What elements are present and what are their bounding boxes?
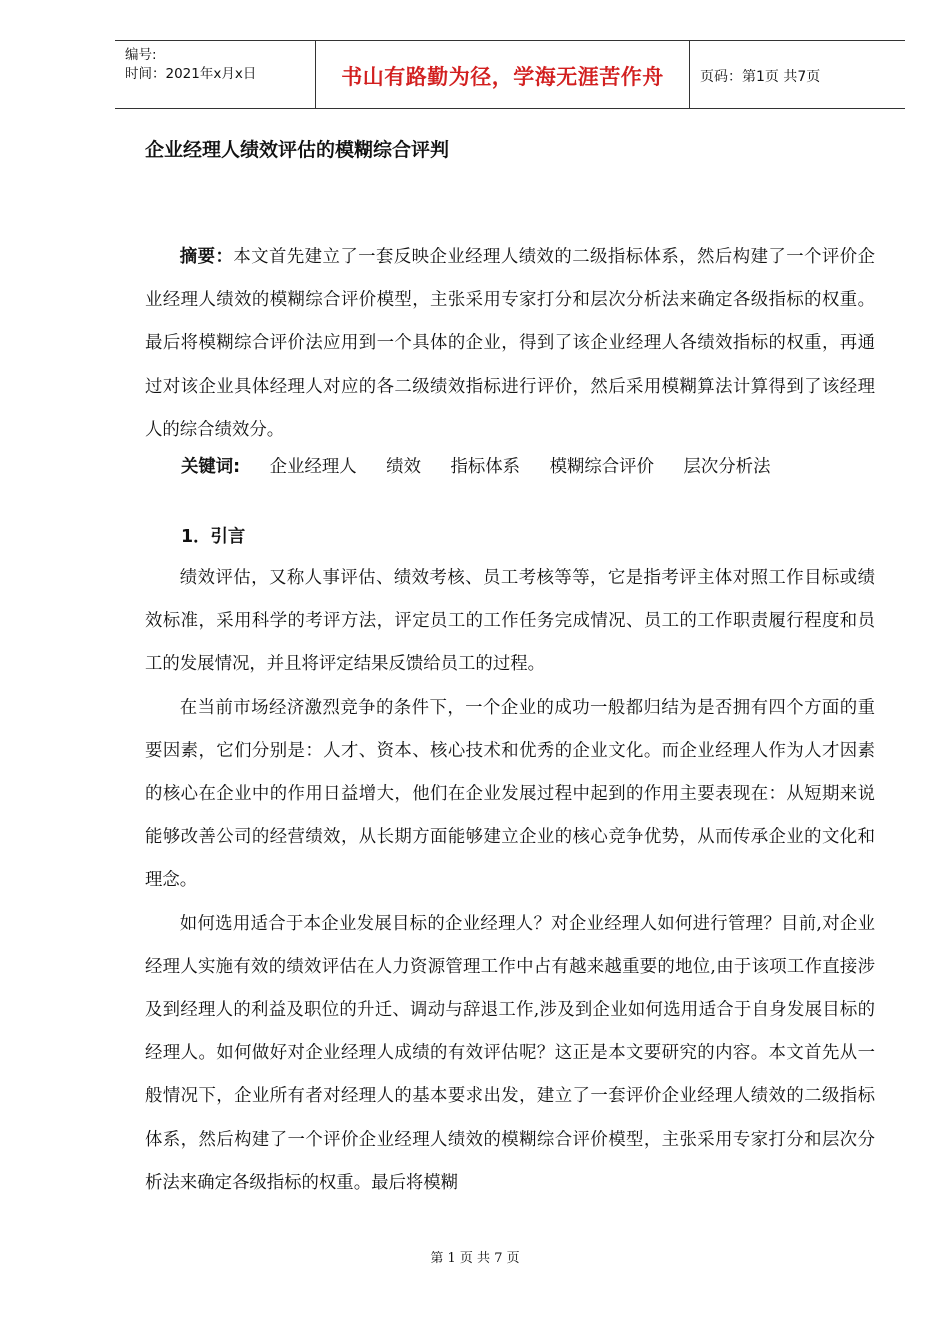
- body-paragraph: 绩效评估，又称人事评估、绩效考核、员工考核等等，它是指考评主体对照工作目标或绩效标准，采用科学的考评方法，评定员工的工作任务完成情况、员工的工作职责履行程度和员工的发展情况，并且将评定结果反馈给员工的过程。: [145, 568, 875, 675]
- page-footer: 第 1 页 共 7 页: [430, 1251, 520, 1266]
- keywords-line: [181, 452, 794, 482]
- abstract-label: 摘要：: [179, 247, 234, 267]
- section-heading-introduction: 1．引言: [181, 527, 246, 547]
- abstract-block: [145, 236, 875, 452]
- page-info: 页码：第1页 共7页: [700, 69, 821, 85]
- header-motto-cell: [316, 41, 690, 108]
- introduction-body: [145, 557, 875, 1205]
- keyword-item: 层次分析法: [683, 457, 771, 477]
- body-paragraph: 在当前市场经济激烈竞争的条件下，一个企业的成功一般都归结为是否拥有四个方面的重要因素，它们分别是：人才、资本、核心技术和优秀的企业文化。而企业经理人作为人才因素的核心在企业中的作用日益增大，他们在企业发展过程中起到的作用主要表现在：从短期来说能够改善公司的经营绩效，从长期方面能够建立企业的核心竞争优势，从而传承企业的文化和理念。: [145, 697, 875, 891]
- header-page-cell: [690, 41, 905, 108]
- header-meta-cell: [115, 41, 316, 108]
- abstract-text: 本文首先建立了一套反映企业经理人绩效的二级指标体系，然后构建了一个评价企业经理人绩效的模糊综合评价模型，主张采用专家打分和层次分析法来确定各级指标的权重。最后将模糊综合评价法应用到一个具体的企业，得到了该企业经理人各绩效指标的权重，再通过对该企业具体经理人对应的各二级绩效指标进行评价，然后采用模糊算法计算得到了该经理人的综合绩效分。: [145, 247, 875, 440]
- motto-text: 书山有路勤为径，学海无涯苦作舟: [341, 65, 664, 89]
- abstract-paragraph: [145, 236, 875, 452]
- date-label: 时间：2021年x月x日: [125, 66, 257, 82]
- body-paragraph: 如何选用适合于本企业发展目标的企业经理人？对企业经理人如何进行管理？目前,对企业经理人实施有效的绩效评估在人力资源管理工作中占有越来越重要的地位,由于该项工作直接涉及到经理人的利益及职位的升迁、调动与辞退工作,涉及到企业如何选用适合于自身发展目标的经理人。如何做好对企业经理人成绩的有效评估呢？这正是本文要研究的内容。本文首先从一般情况下，企业所有者对经理人的基本要求出发，建立了一套评价企业经理人绩效的二级指标体系，然后构建了一个评价企业经理人绩效的模糊综合评价模型，主张采用专家打分和层次分析法来确定各级指标的权重。最后将模糊: [145, 913, 875, 1193]
- keyword-item: 绩效: [386, 457, 421, 477]
- keyword-item: 指标体系: [450, 457, 521, 477]
- keyword-item: 企业经理人: [269, 457, 357, 477]
- document-title: 企业经理人绩效评估的模糊综合评判: [145, 139, 450, 161]
- serial-number-label: 编号:: [125, 47, 157, 63]
- keywords-label: 关键词:: [181, 457, 241, 477]
- page-header: [115, 40, 905, 109]
- keyword-item: 模糊综合评价: [549, 457, 654, 477]
